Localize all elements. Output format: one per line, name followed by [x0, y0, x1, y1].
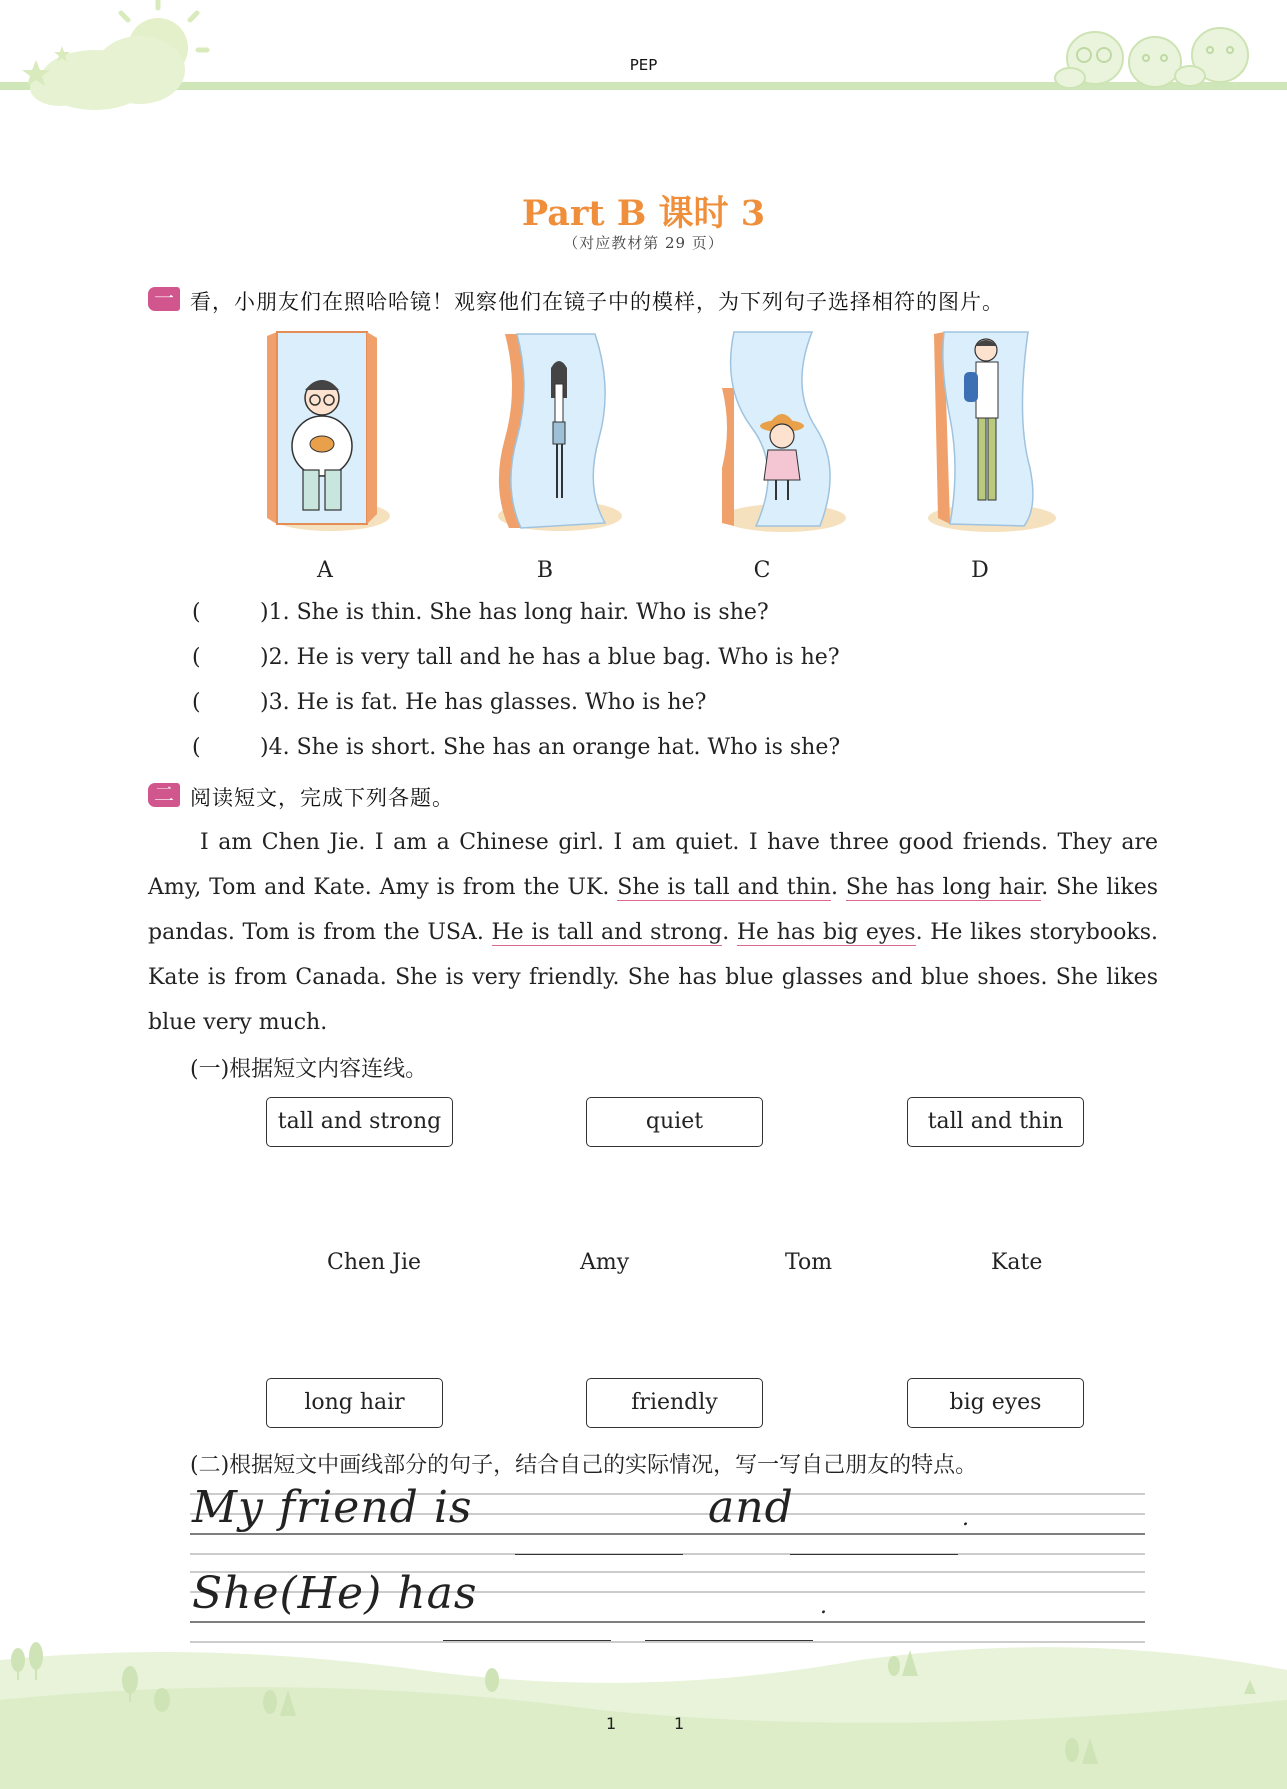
question-4	[192, 735, 840, 760]
passage-text-1: I am Chen Jie. I am a Chinese girl. I am quiet. I have three good friends. They are Amy, Tom and Kate. Amy is from the UK.	[148, 830, 1158, 900]
footer-decoration	[0, 1620, 1287, 1789]
answer-blank-3[interactable]: (	[192, 690, 201, 715]
answer-blank-4[interactable]: (	[192, 735, 201, 760]
option-tall-and-strong[interactable]: tall and strong	[266, 1097, 453, 1147]
page-number-right: 1	[674, 1714, 685, 1733]
question-1-text: )1. She is thin. She has long hair. Who is she?	[260, 600, 769, 625]
answer-blank-2[interactable]: (	[192, 645, 201, 670]
mirror-d-image	[920, 328, 1060, 538]
part-1-instruction: (一)根据短文内容连线。	[190, 1057, 428, 1082]
writing-line-1-period: .	[962, 1506, 970, 1531]
writing-line-2-period: .	[820, 1594, 828, 1619]
writing-line-1-and: and	[708, 1482, 794, 1533]
blank-2[interactable]	[790, 1554, 958, 1555]
name-amy[interactable]: Amy	[580, 1250, 630, 1275]
header-label: PEP	[629, 56, 658, 74]
mirror-b-label: B	[536, 558, 554, 583]
option-long-hair[interactable]: long hair	[266, 1378, 443, 1428]
section-2-instruction: 阅读短文，完成下列各题。	[190, 786, 454, 810]
name-chen-jie[interactable]: Chen Jie	[327, 1250, 422, 1275]
passage-text-2: .	[830, 875, 846, 900]
passage-text-4: .	[722, 920, 737, 945]
underlined-sentence-3: He is tall and strong	[491, 920, 723, 945]
option-big-eyes[interactable]: big eyes	[907, 1378, 1084, 1428]
reading-passage	[148, 820, 1158, 1045]
page-title: Part B 课时 3	[521, 193, 766, 234]
mirror-c-image	[712, 328, 852, 538]
underlined-sentence-2: She has long hair	[845, 875, 1042, 900]
writing-line-1-start: My friend is	[192, 1482, 473, 1533]
passage-text-3: . She likes pandas. Tom is from the USA.	[148, 875, 1159, 945]
section-1-instruction: 看，小朋友们在照哈哈镜！观察他们在镜子中的模样，为下列句子选择相符的图片。	[190, 290, 1004, 314]
option-friendly[interactable]: friendly	[586, 1378, 763, 1428]
mirror-a-image	[255, 328, 395, 538]
name-tom[interactable]: Tom	[785, 1250, 833, 1275]
question-3-text: )3. He is fat. He has glasses. Who is he?	[260, 690, 707, 715]
section-1-badge: 一	[148, 287, 180, 311]
blank-1[interactable]	[515, 1554, 683, 1555]
option-quiet[interactable]: quiet	[586, 1097, 763, 1147]
option-tall-and-thin[interactable]: tall and thin	[907, 1097, 1084, 1147]
page-subtitle: （对应教材第 29 页）	[563, 234, 724, 252]
underlined-sentence-4: He has big eyes	[736, 920, 916, 945]
passage-text-5: . He likes storybooks. Kate is from Canada. She is very friendly. She has blue glasses and blue shoes. She likes blue very much.	[148, 920, 1158, 1035]
mirror-c-label: C	[753, 558, 771, 583]
underlined-sentence-1: She is tall and thin	[617, 875, 831, 900]
question-4-text: )4. She is short. She has an orange hat. Who is she?	[260, 735, 841, 760]
writing-line-2-start: She(He) has	[192, 1568, 478, 1619]
section-2-badge: 二	[148, 783, 180, 807]
name-kate[interactable]: Kate	[991, 1250, 1043, 1275]
mirror-a-label: A	[317, 558, 333, 583]
question-2	[192, 645, 840, 670]
question-1	[192, 600, 769, 625]
answer-blank-1[interactable]: (	[192, 600, 201, 625]
sun-cloud-icon	[22, 0, 207, 110]
mirror-b-image	[485, 328, 625, 538]
question-3	[192, 690, 706, 715]
part-2-instruction: (二)根据短文中画线部分的句子，结合自己的实际情况，写一写自己朋友的特点。	[190, 1453, 978, 1478]
mirror-d-label: D	[971, 558, 989, 583]
question-2-text: )2. He is very tall and he has a blue bag. Who is he?	[260, 645, 840, 670]
page-number-left: 1	[606, 1714, 617, 1733]
